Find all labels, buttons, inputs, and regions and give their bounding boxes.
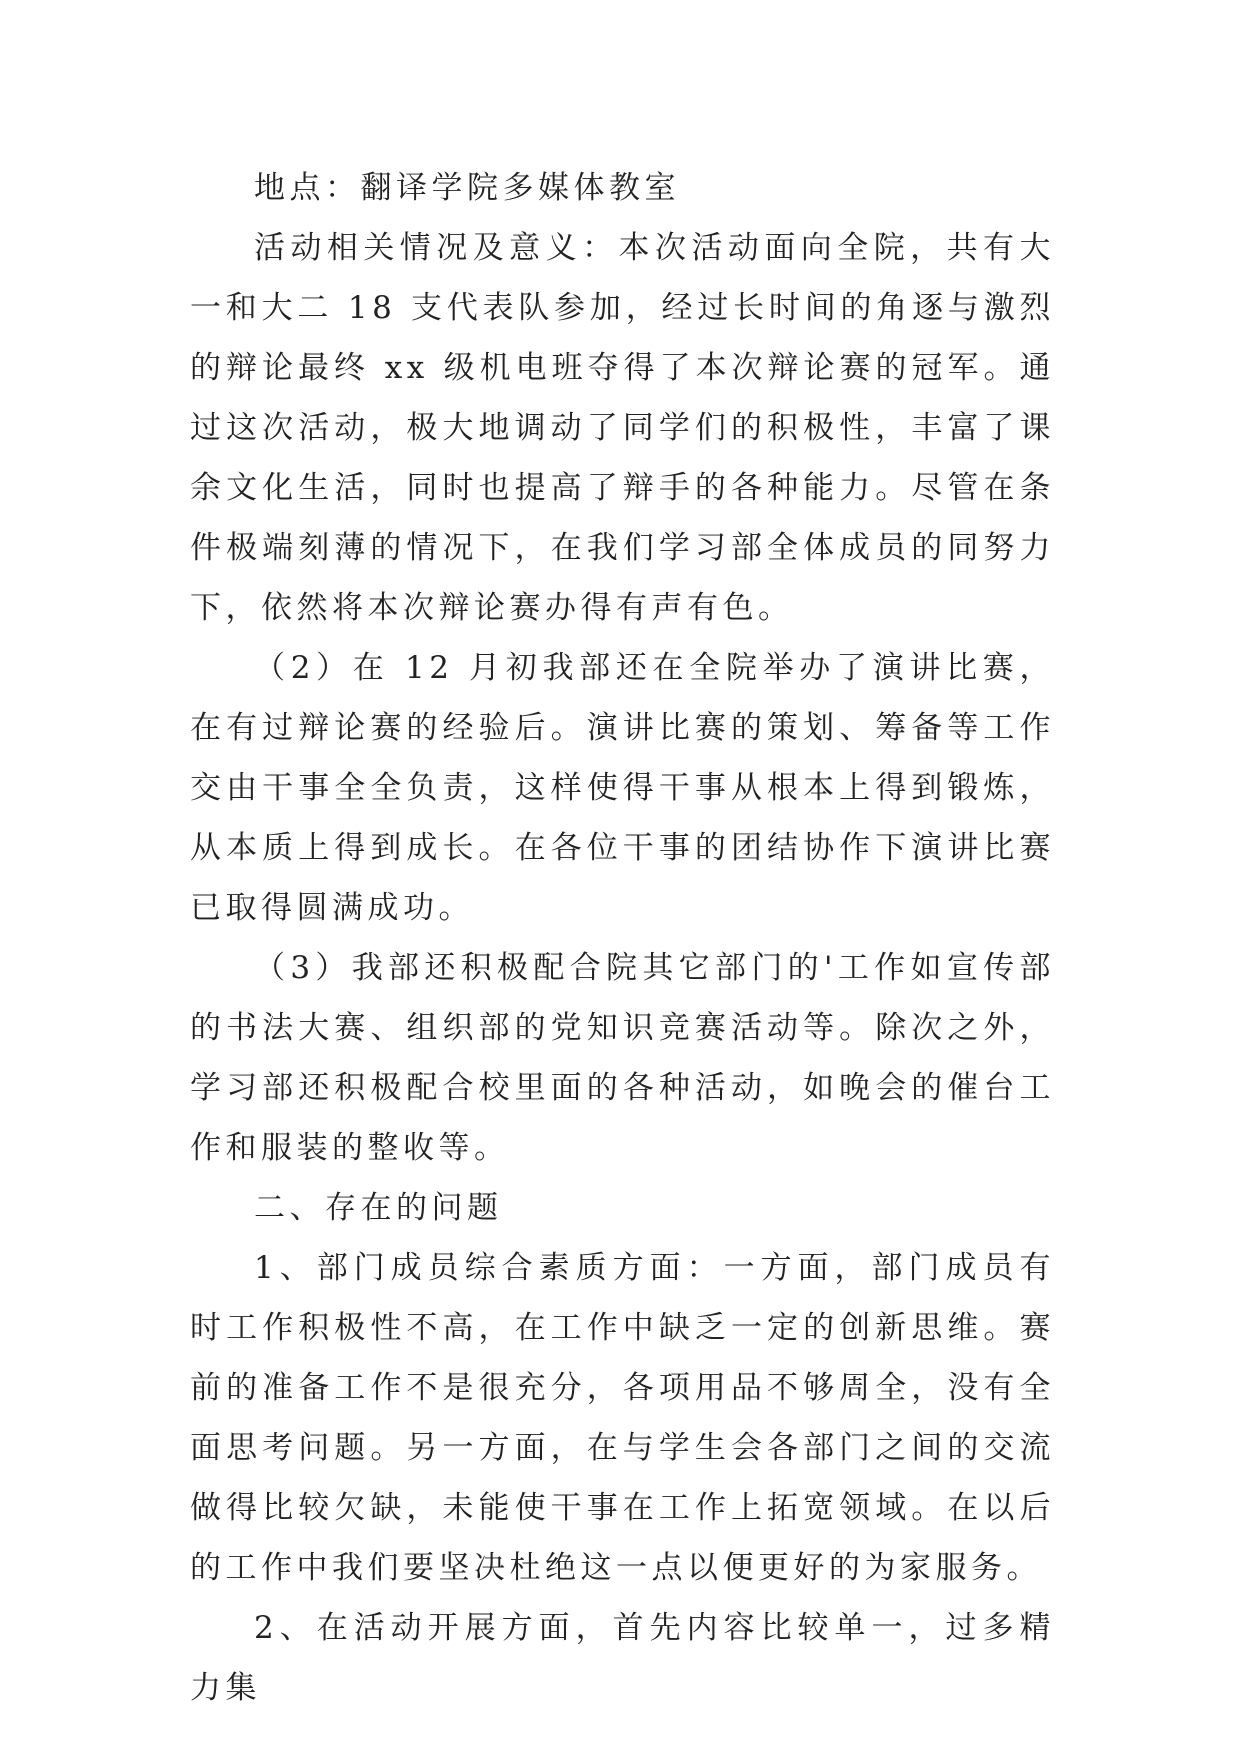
paragraph-location: 地点：翻译学院多媒体教室 xyxy=(254,170,680,206)
paragraph-member-quality: 1、部门成员综合素质方面：一方面，部门成员有时工作积极性不高，在工作中缺乏一定的创新思维。赛前的准备工作不是很充分，各项用品不够周全，没有全面思考问题。另一方面，在与学生会各部门之间的交流做得比较欠缺，未能使干事在工作上拓宽领域。在以后的工作中我们要坚决杜绝这一点以便更好的为家服务。 xyxy=(190,1250,1055,1586)
paragraph-activity-significance: 活动相关情况及意义：本次活动面向全院，共有大一和大二 18 支代表队参加，经过长时间的角逐与激烈的辩论最终 xx 级机电班夺得了本次辩论赛的冠军。通过这次活动，极大地调动了同学们的积极性，丰富了课余文化生活，同时也提高了辩手的各种能力。尽管在条件极端刻薄的情况下，在我们学习部全体成员的同努力下，依然将本次辩论赛办得有声有色。 xyxy=(190,230,1055,626)
document-body xyxy=(190,158,1055,1718)
paragraph-speech-contest: （2）在 12 月初我部还在全院举办了演讲比赛，在有过辩论赛的经验后。演讲比赛的策划、筹备等工作交由干事全全负责，这样使得干事从根本上得到锻炼，从本质上得到成长。在各位干事的团结协作下演讲比赛已取得圆满成功。 xyxy=(190,650,1055,926)
paragraph-activity-development: 2、在活动开展方面，首先内容比较单一，过多精力集 xyxy=(190,1610,1055,1706)
paragraph-cooperation: （3）我部还积极配合院其它部门的'工作如宣传部的书法大赛、组织部的党知识竞赛活动等。除次之外，学习部还积极配合校里面的各种活动，如晚会的催台工作和服装的整收等。 xyxy=(190,950,1055,1166)
section-heading-problems: 二、存在的问题 xyxy=(254,1190,503,1226)
